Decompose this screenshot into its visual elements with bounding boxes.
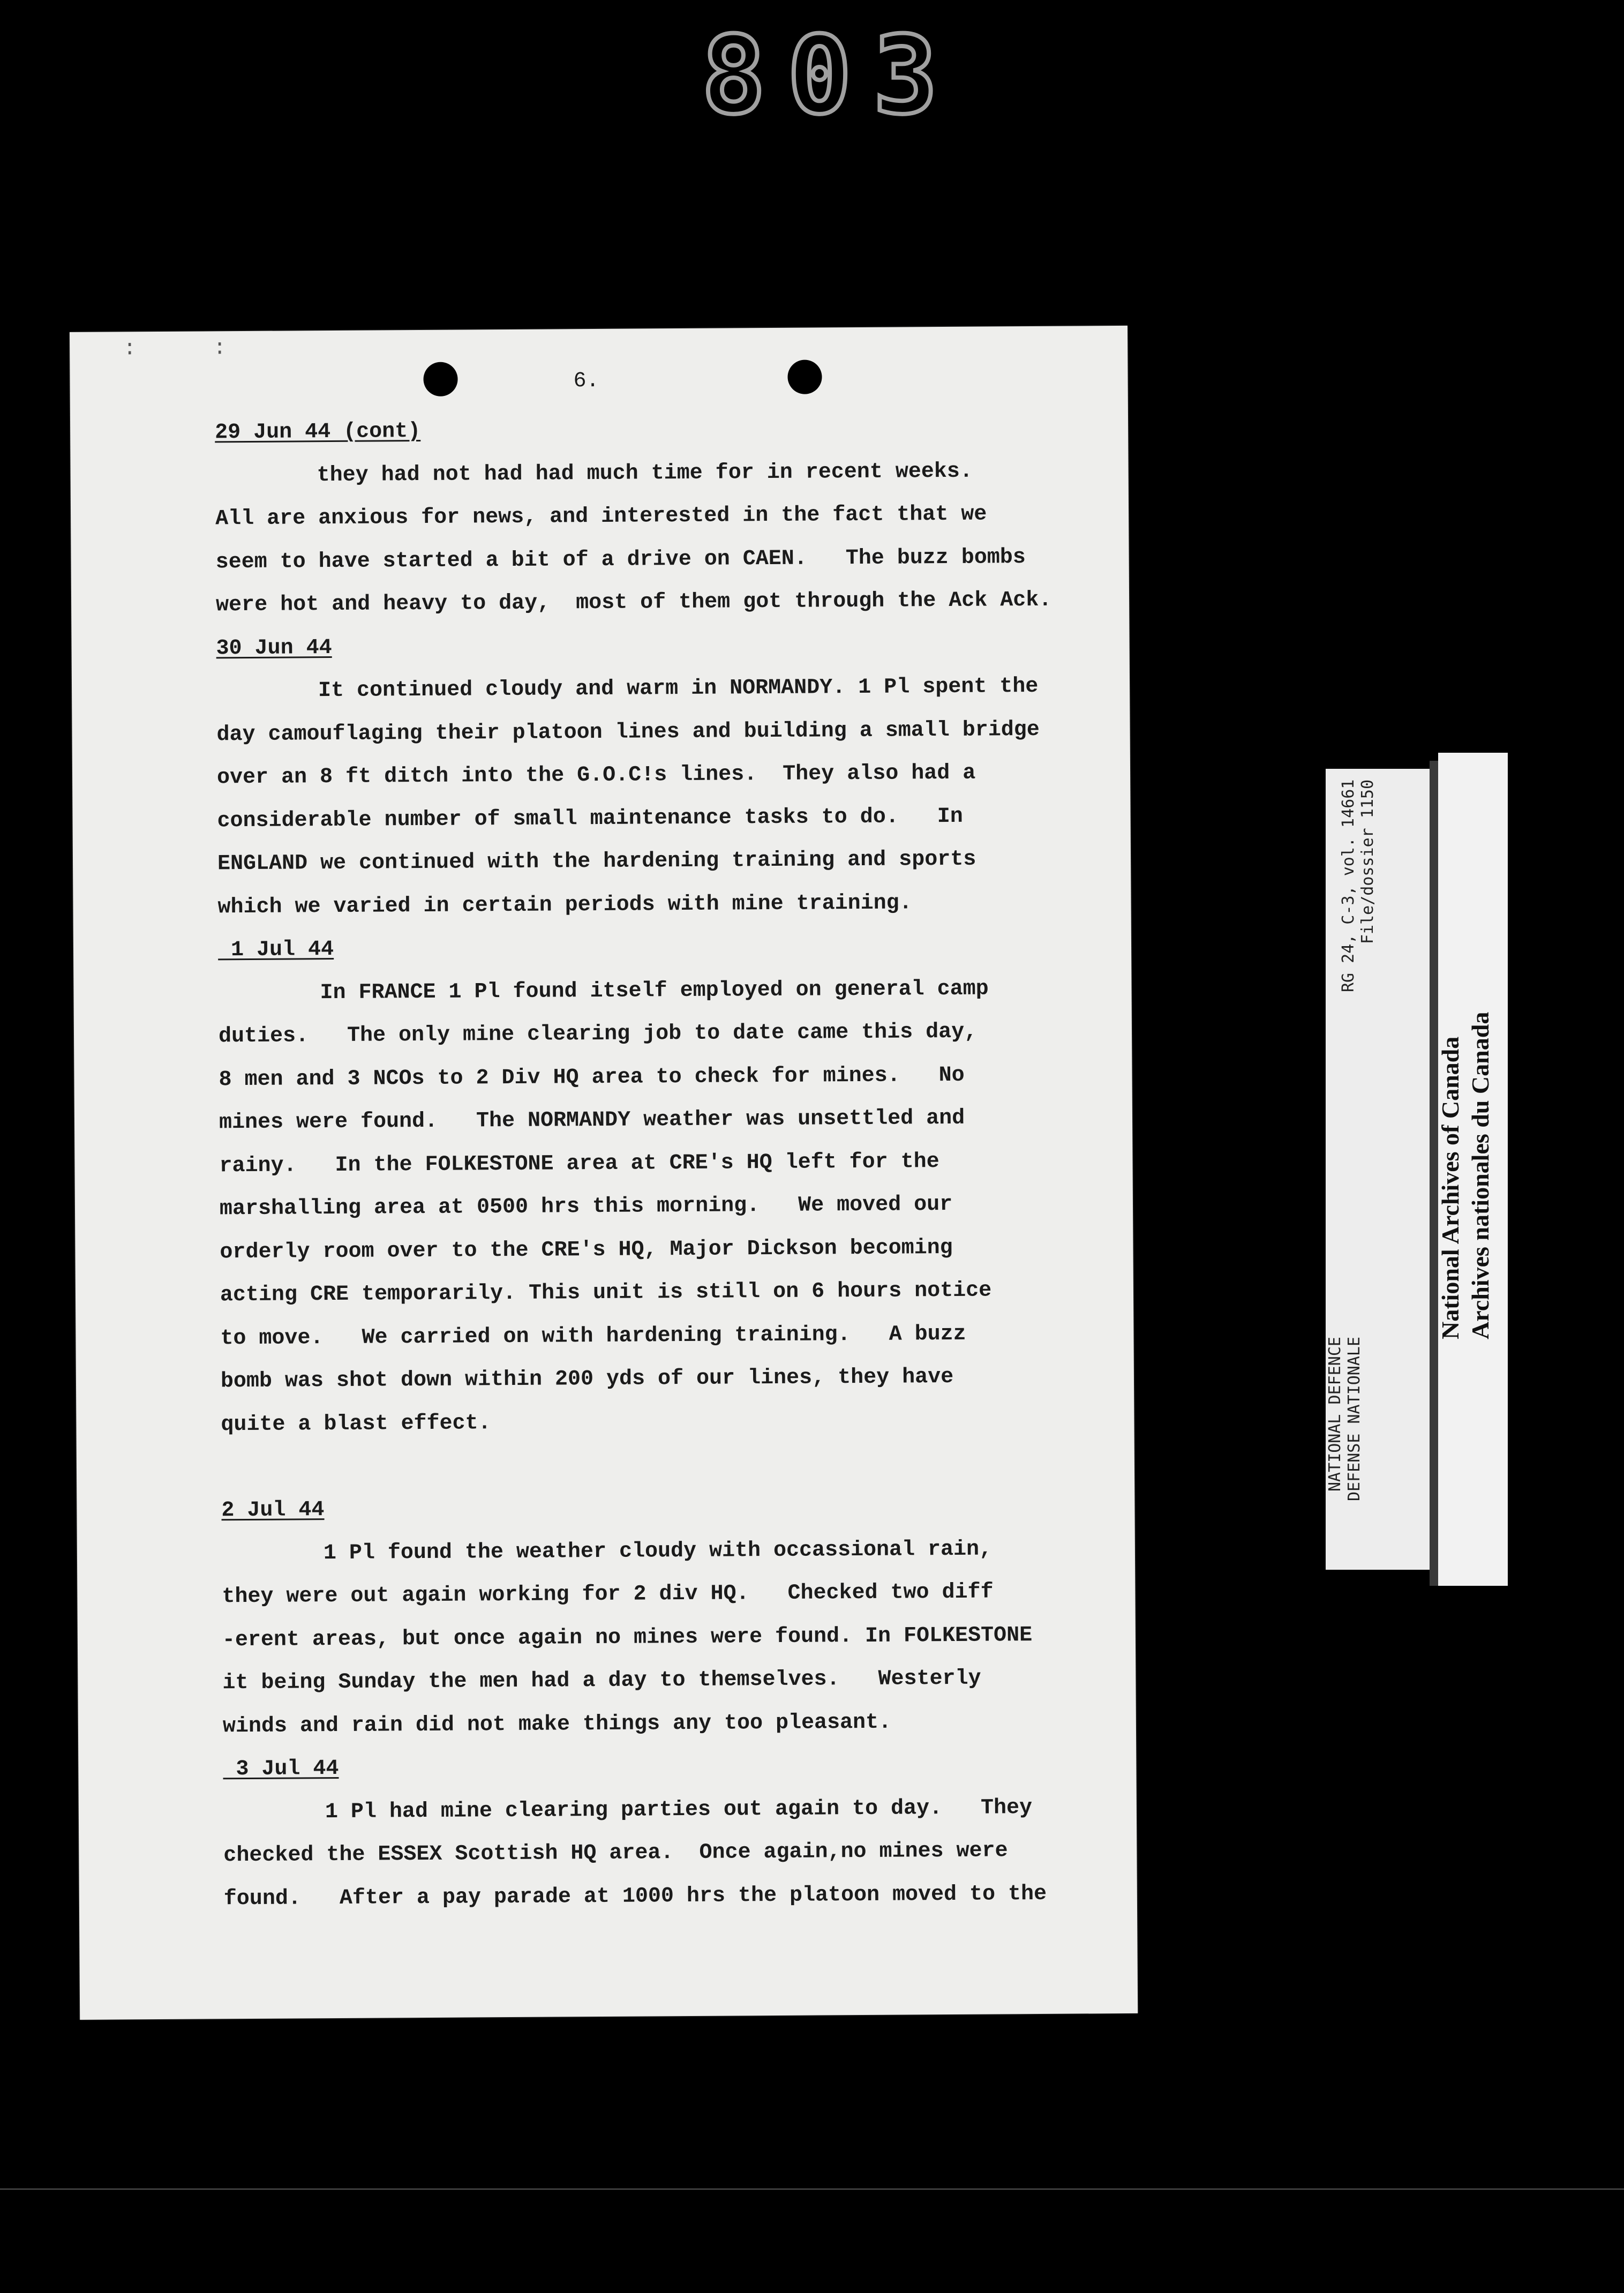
- text-line: 1 Pl found the weather cloudy with occassional rain,: [323, 1537, 993, 1565]
- text-line: they were out again working for 2 div HQ. Checked two diff: [222, 1580, 994, 1609]
- entry-date: 1 Jul 44: [217, 938, 334, 963]
- text-line: ENGLAND we continued with the hardening training and sports: [217, 847, 976, 876]
- text-line: bomb was shot down within 200 yds of our lines, they have: [220, 1365, 954, 1394]
- text-line: to move. We carried on with hardening training. A buzz: [220, 1322, 966, 1351]
- text-line: marshalling area at 0500 hrs this morning. We moved our: [219, 1192, 953, 1222]
- diary-entry: [218, 924, 1110, 1447]
- text-line: -erent areas, but once again no mines were found. In FOLKESTONE: [222, 1623, 1033, 1652]
- archive-reference: [1339, 780, 1378, 1058]
- text-line: mines were found. The NORMANDY weather was unsettled and: [219, 1106, 965, 1135]
- document-page: [70, 326, 1138, 2020]
- archives-name: [1435, 975, 1495, 1339]
- diary-entry: [221, 1484, 1112, 1748]
- text-line: checked the ESSEX Scottish HQ area. Once again,no mines were: [223, 1839, 1008, 1868]
- war-diary-text: [215, 406, 1113, 1921]
- text-line: duties. The only mine clearing job to date came this day,: [218, 1020, 978, 1049]
- text-line: quite a blast effect.: [221, 1411, 491, 1437]
- text-line: which we varied in certain periods with mine training.: [217, 890, 912, 919]
- entry-date: 3 Jul 44: [223, 1756, 339, 1782]
- entry-date: 30 Jun 44: [216, 635, 332, 661]
- archive-reference-line: File/dossier 1150: [1358, 780, 1377, 945]
- punch-hole-right: [787, 359, 822, 394]
- film-edge-line: [0, 2189, 1624, 2190]
- margin-marks: : :: [123, 336, 259, 362]
- text-line: All are anxious for news, and interested in the fact that we: [215, 502, 987, 531]
- defence-label-line: NATIONAL DEFENCE: [1326, 1337, 1344, 1492]
- text-line: orderly room over to the CRE's HQ, Major Dickson becoming: [220, 1235, 953, 1264]
- text-line: It continued cloudy and warm in NORMANDY. 1 Pl spent the: [318, 674, 1039, 703]
- text-line: winds and rain did not make things any too pleasant.: [222, 1710, 892, 1739]
- text-line: acting CRE temporarily. This unit is still on 6 hours notice: [220, 1278, 992, 1308]
- text-line: 8 men and 3 NCOs to 2 Div HQ area to check for mines. No: [219, 1063, 965, 1092]
- text-line: seem to have started a bit of a drive on CAEN. The buzz bombs: [215, 545, 1026, 574]
- entry-date: 2 Jul 44: [221, 1498, 325, 1523]
- diary-entry: [215, 406, 1105, 627]
- archives-name-fr: Archives nationales du Canada: [1467, 1011, 1494, 1339]
- page-number: 6.: [573, 369, 599, 394]
- text-line: it being Sunday the men had a day to themselves. Westerly: [222, 1666, 981, 1696]
- entry-date: 29 Jun 44 (cont): [215, 419, 421, 445]
- text-line: rainy. In the FOLKESTONE area at CRE's HQ left for the: [219, 1149, 939, 1178]
- text-line: found. After a pay parade at 1000 hrs the platoon moved to the: [223, 1882, 1047, 1911]
- blank-gap: [221, 1441, 1110, 1489]
- text-line: In FRANCE 1 Pl found itself employed on general camp: [320, 977, 989, 1005]
- frame-number: 803: [701, 13, 959, 138]
- text-line: day camouflaging their platoon lines and building a small bridge: [216, 717, 1040, 747]
- diary-entry: [223, 1743, 1113, 1921]
- punch-hole-left: [423, 362, 457, 396]
- diary-entry: [216, 622, 1107, 930]
- text-line: considerable number of small maintenance tasks to do. In: [217, 804, 963, 833]
- defence-label-line: DEFENSE NATIONALE: [1345, 1337, 1364, 1502]
- text-line: over an 8 ft ditch into the G.O.C!s lines. They also had a: [216, 761, 976, 790]
- national-defence-label: [1326, 1337, 1364, 1567]
- archive-reference-line: RG 24, C-3, vol. 14661: [1339, 780, 1358, 993]
- archives-name-en: National Archives of Canada: [1437, 1036, 1464, 1339]
- text-line: were hot and heavy to day, most of them got through the Ack Ack.: [215, 588, 1052, 618]
- text-line: they had not had had much time for in recent weeks.: [317, 459, 973, 488]
- text-line: 1 Pl had mine clearing parties out again to day. They: [325, 1795, 1033, 1824]
